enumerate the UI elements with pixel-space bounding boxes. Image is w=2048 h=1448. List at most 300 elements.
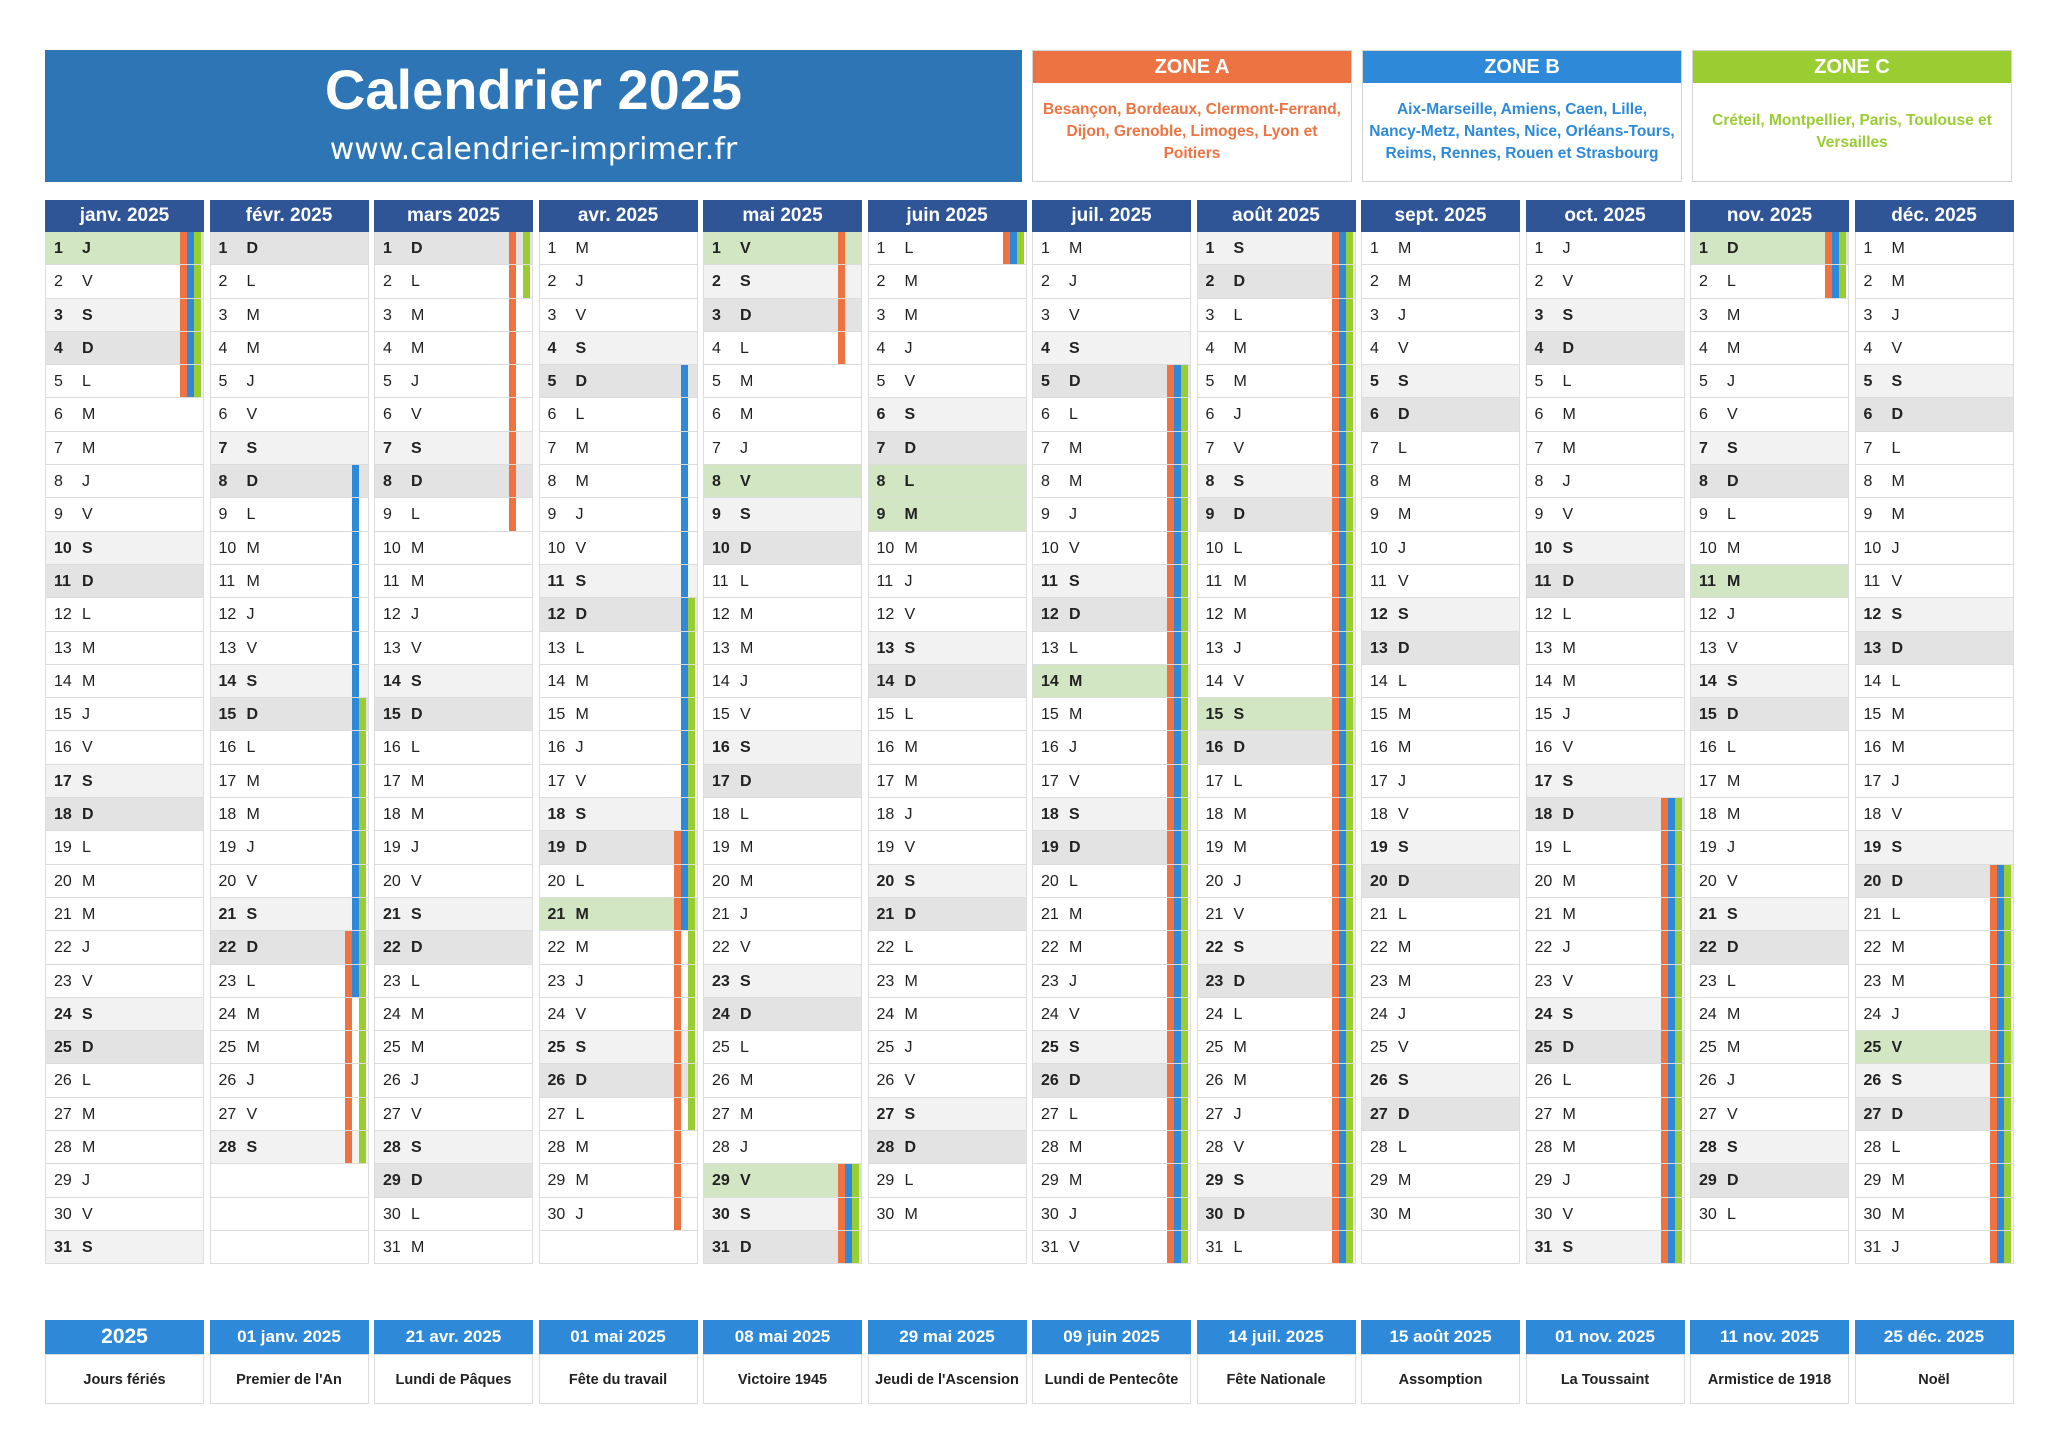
day-row <box>1855 565 2014 598</box>
day-row <box>1032 432 1191 465</box>
vacation-bar-zone-c <box>359 498 366 530</box>
vacation-bar-zone-a <box>1661 898 1668 930</box>
day-number: 2 <box>712 273 721 291</box>
vacation-bars <box>1167 1198 1188 1230</box>
vacation-bar-zone-c <box>359 698 366 730</box>
vacation-bar-zone-b <box>1174 565 1181 597</box>
day-number: 15 <box>1370 706 1388 724</box>
day-row <box>1197 765 1356 798</box>
day-row <box>703 398 862 431</box>
day-number: 5 <box>1863 373 1873 391</box>
vacation-bars <box>1167 565 1188 597</box>
day-number: 7 <box>54 439 63 457</box>
day-number: 6 <box>876 406 886 424</box>
vacation-bar-zone-b <box>1339 865 1346 897</box>
weekday-letter: S <box>1233 240 1245 257</box>
weekday-letter: D <box>1727 706 1739 724</box>
day-number: 4 <box>54 339 63 357</box>
vacation-bar-zone-c <box>359 965 366 997</box>
weekday-letter: M <box>1233 339 1247 357</box>
weekday-letter: D <box>1233 1205 1246 1223</box>
weekday-letter: D <box>904 672 917 690</box>
vacation-bar-zone-c <box>688 1198 695 1230</box>
vacation-bar-zone-a <box>1825 232 1832 264</box>
day-row <box>374 1164 533 1197</box>
weekday-letter: J <box>1562 240 1571 257</box>
vacation-bar-zone-b <box>516 232 523 264</box>
vacation-bar-zone-a <box>1167 898 1174 930</box>
weekday-letter: M <box>1727 572 1741 590</box>
vacation-bar-zone-a <box>1661 1064 1668 1096</box>
vacation-bars <box>509 398 530 430</box>
vacation-bar-zone-a <box>838 1231 845 1263</box>
day-number: 25 <box>1370 1039 1388 1057</box>
vacation-bar-zone-c <box>359 665 366 697</box>
weekday-letter: D <box>1562 572 1575 590</box>
day-number: 26 <box>1699 1072 1717 1090</box>
day-row <box>1197 898 1356 931</box>
day-number: 25 <box>876 1039 895 1057</box>
day-number: 16 <box>876 739 895 757</box>
vacation-bars <box>1167 665 1188 697</box>
vacation-bar-zone-a <box>345 898 352 930</box>
vacation-bar-zone-b <box>1174 865 1181 897</box>
weekday-letter: M <box>1069 706 1083 724</box>
vacation-bar-zone-c <box>359 898 366 930</box>
vacation-bar-zone-a <box>1332 665 1339 697</box>
weekday-letter: M <box>411 1039 425 1057</box>
weekday-letter: M <box>1233 373 1247 391</box>
day-number: 26 <box>54 1072 72 1090</box>
day-number: 5 <box>1041 373 1050 391</box>
vacation-bar-zone-c <box>359 1098 366 1130</box>
weekday-letter: V <box>411 406 422 424</box>
weekday-letter: M <box>411 1238 425 1256</box>
day-row <box>703 432 862 465</box>
day-row <box>1855 931 2014 964</box>
vacation-bar-zone-b <box>1339 1098 1346 1130</box>
month-column <box>868 200 1027 1264</box>
vacation-bar-zone-a <box>509 465 516 497</box>
day-row <box>539 1131 698 1164</box>
day-number: 13 <box>1205 639 1224 657</box>
weekday-letter: M <box>904 739 918 757</box>
vacation-bar-zone-a <box>1990 1031 1997 1063</box>
vacation-bar-zone-c <box>1346 931 1353 963</box>
day-row <box>703 1231 862 1264</box>
day-number: 27 <box>1370 1105 1388 1123</box>
vacation-bar-zone-c <box>1675 865 1682 897</box>
day-number: 24 <box>1205 1005 1224 1023</box>
day-number: 19 <box>54 839 72 857</box>
day-row <box>1526 232 1685 265</box>
weekday-letter: M <box>1891 240 1905 257</box>
day-row <box>868 731 1027 764</box>
day-number: 28 <box>1205 1139 1224 1157</box>
weekday-letter: L <box>411 1205 420 1223</box>
weekday-letter: M <box>1069 439 1083 457</box>
vacation-bar-zone-a <box>674 565 681 597</box>
vacation-bar-zone-b <box>352 698 359 730</box>
vacation-bar-zone-b <box>187 265 194 297</box>
day-row <box>539 432 698 465</box>
vacation-bars <box>1332 632 1353 664</box>
day-number: 31 <box>1041 1238 1059 1256</box>
weekday-letter: D <box>1069 1072 1081 1090</box>
vacation-bar-zone-c <box>194 265 201 297</box>
vacation-bar-zone-c <box>1675 998 1682 1030</box>
day-row <box>539 731 698 764</box>
weekday-letter: L <box>1891 672 1901 690</box>
vacation-bar-zone-c <box>523 498 530 530</box>
day-number: 6 <box>1370 406 1379 424</box>
vacation-bars <box>1990 1231 2011 1263</box>
weekday-letter: V <box>575 539 587 557</box>
weekday-letter: L <box>1398 905 1407 923</box>
day-number: 2 <box>218 273 228 291</box>
day-number: 27 <box>1041 1105 1059 1123</box>
weekday-letter: J <box>1891 772 1900 790</box>
vacation-bars <box>1167 731 1188 763</box>
vacation-bar-zone-b <box>516 432 523 464</box>
day-number: 11 <box>712 572 729 590</box>
weekday-letter: M <box>740 839 754 857</box>
day-row <box>1032 1064 1191 1097</box>
vacation-bar-zone-b <box>681 1164 688 1196</box>
vacation-bar-zone-b <box>681 365 688 397</box>
vacation-bar-zone-c <box>1181 532 1188 564</box>
day-row <box>1690 798 1849 831</box>
weekday-letter: D <box>411 939 423 957</box>
vacation-bar-zone-b <box>1339 232 1346 264</box>
day-row <box>1197 1131 1356 1164</box>
day-number: 23 <box>1370 972 1388 990</box>
site-url[interactable]: www.calendrier-imprimer.fr <box>329 132 738 167</box>
vacation-bar-zone-a <box>345 731 352 763</box>
day-number: 17 <box>1370 772 1388 790</box>
day-row <box>1855 232 2014 265</box>
day-number: 10 <box>218 539 237 557</box>
month-column <box>539 200 698 1264</box>
vacation-bars <box>1167 1098 1188 1130</box>
day-row <box>1361 398 1520 431</box>
day-number: 5 <box>54 373 63 391</box>
day-row <box>1032 598 1191 631</box>
day-number: 9 <box>218 506 228 524</box>
weekday-letter: M <box>575 1172 589 1190</box>
weekday-letter: V <box>246 406 258 424</box>
day-number: 24 <box>54 1005 72 1023</box>
weekday-letter: L <box>1398 439 1407 457</box>
vacation-bar-zone-b <box>1668 1064 1675 1096</box>
vacation-bars <box>1167 698 1188 730</box>
vacation-bar-zone-c <box>1346 532 1353 564</box>
vacation-bars <box>674 865 695 897</box>
day-number: 15 <box>1041 706 1059 724</box>
vacation-bars <box>1167 598 1188 630</box>
day-row <box>1526 1098 1685 1131</box>
day-number: 16 <box>1863 739 1882 757</box>
day-number: 26 <box>1863 1072 1882 1090</box>
vacation-bar-zone-a <box>1167 998 1174 1030</box>
weekday-letter: L <box>904 473 915 491</box>
vacation-bar-zone-b <box>845 1231 852 1263</box>
day-row <box>868 898 1027 931</box>
day-number: 2 <box>876 273 886 291</box>
weekday-letter: L <box>246 739 256 757</box>
day-number: 19 <box>1699 839 1717 857</box>
vacation-bar-zone-b <box>681 465 688 497</box>
vacation-bars <box>345 865 366 897</box>
weekday-letter: J <box>1069 972 1077 990</box>
day-row <box>374 865 533 898</box>
month-column <box>1855 200 2014 1264</box>
day-number: 12 <box>547 606 566 624</box>
day-number: 5 <box>712 373 721 391</box>
month-header: juil. 2025 <box>1032 200 1191 232</box>
day-number: 9 <box>876 506 886 524</box>
day-number: 18 <box>1699 806 1717 824</box>
weekday-letter: L <box>246 506 256 524</box>
day-row <box>868 998 1027 1031</box>
vacation-bar-zone-c <box>1346 398 1353 430</box>
day-row <box>45 1064 204 1097</box>
month-column <box>1690 200 1849 1264</box>
day-row <box>1032 398 1191 431</box>
day-number: 7 <box>218 439 228 457</box>
vacation-bar-zone-c <box>1181 731 1188 763</box>
vacation-bars <box>674 632 695 664</box>
holiday-date: 21 avr. 2025 <box>374 1320 533 1354</box>
day-row <box>1526 498 1685 531</box>
vacation-bar-zone-c <box>1181 632 1188 664</box>
day-row <box>1690 632 1849 665</box>
vacation-bars <box>674 1198 695 1230</box>
day-number: 19 <box>1205 839 1224 857</box>
weekday-letter: V <box>904 839 916 857</box>
vacation-bar-zone-c <box>1675 965 1682 997</box>
weekday-letter: M <box>740 406 754 424</box>
vacation-bar-zone-a <box>1332 898 1339 930</box>
day-row <box>374 898 533 931</box>
vacation-bar-zone-b <box>1339 498 1346 530</box>
weekday-letter: M <box>575 473 589 491</box>
vacation-bar-zone-c <box>1346 1031 1353 1063</box>
day-row <box>45 498 204 531</box>
month-header: oct. 2025 <box>1526 200 1685 232</box>
day-number: 1 <box>218 240 228 257</box>
weekday-letter: M <box>1891 739 1905 757</box>
weekday-letter: V <box>740 1172 751 1190</box>
day-row <box>1855 1231 2014 1264</box>
vacation-bar-zone-b <box>1997 931 2004 963</box>
day-row <box>374 665 533 698</box>
day-number: 9 <box>1205 506 1215 524</box>
vacation-bar-zone-a <box>1167 498 1174 530</box>
vacation-bar-zone-b <box>352 565 359 597</box>
weekday-letter: M <box>575 939 589 957</box>
day-row <box>868 598 1027 631</box>
vacation-bar-zone-c <box>1346 265 1353 297</box>
holiday-name: Fête Nationale <box>1197 1354 1356 1404</box>
vacation-bars <box>345 965 366 997</box>
vacation-bar-zone-b <box>681 765 688 797</box>
day-row <box>1197 965 1356 998</box>
vacation-bar-zone-c <box>2004 998 2011 1030</box>
vacation-bar-zone-a <box>674 1064 681 1096</box>
day-row <box>1197 265 1356 298</box>
vacation-bar-zone-c <box>2004 1164 2011 1196</box>
day-row <box>1361 265 1520 298</box>
day-number: 6 <box>1205 406 1215 424</box>
day-number: 21 <box>712 905 730 923</box>
vacation-bars <box>180 265 201 297</box>
day-number: 26 <box>876 1072 895 1090</box>
weekday-letter: S <box>1891 606 1903 624</box>
vacation-bar-zone-a <box>1167 565 1174 597</box>
vacation-bars <box>674 565 695 597</box>
vacation-bar-zone-b <box>1997 1131 2004 1163</box>
day-number: 26 <box>1370 1072 1388 1090</box>
day-number: 13 <box>1699 639 1717 657</box>
weekday-letter: D <box>575 606 588 624</box>
day-row <box>868 299 1027 332</box>
day-number: 8 <box>1699 473 1708 491</box>
day-row <box>703 731 862 764</box>
weekday-letter: S <box>575 572 587 590</box>
day-number: 31 <box>1863 1238 1882 1256</box>
weekday-letter: L <box>1233 1238 1243 1256</box>
day-row <box>1361 1031 1520 1064</box>
day-row <box>45 665 204 698</box>
month-column <box>1361 200 1520 1264</box>
day-row <box>703 232 862 265</box>
holidays-caption: Jours fériés <box>45 1354 204 1404</box>
day-row <box>1690 1031 1849 1064</box>
day-number: 15 <box>1863 706 1882 724</box>
weekday-letter: D <box>1398 406 1410 424</box>
day-row <box>1690 299 1849 332</box>
weekday-letter: L <box>246 273 256 291</box>
vacation-bar-zone-b <box>1174 365 1181 397</box>
day-number: 17 <box>1699 772 1717 790</box>
vacation-bar-zone-c <box>2004 1231 2011 1263</box>
weekday-letter: M <box>1727 806 1741 824</box>
vacation-bar-zone-b <box>1668 998 1675 1030</box>
day-row <box>1032 299 1191 332</box>
weekday-letter: V <box>246 1105 258 1123</box>
weekday-letter: M <box>904 539 918 557</box>
vacation-bars <box>1990 965 2011 997</box>
day-row <box>374 398 533 431</box>
weekday-letter: M <box>1233 606 1247 624</box>
day-number: 11 <box>54 572 71 590</box>
month-header: sept. 2025 <box>1361 200 1520 232</box>
weekday-letter: J <box>411 839 419 857</box>
day-row <box>1855 1198 2014 1231</box>
weekday-letter: S <box>411 905 422 923</box>
vacation-bar-zone-a <box>1167 698 1174 730</box>
day-number: 20 <box>54 872 72 890</box>
day-number: 16 <box>547 739 566 757</box>
day-number: 9 <box>712 506 721 524</box>
weekday-letter: D <box>1562 806 1575 824</box>
vacation-bar-zone-b <box>352 665 359 697</box>
weekday-letter: J <box>1069 506 1077 524</box>
vacation-bars <box>1167 965 1188 997</box>
weekday-letter: M <box>1398 739 1412 757</box>
day-row <box>868 1198 1027 1231</box>
vacation-bars <box>345 465 366 497</box>
weekday-letter: M <box>1398 972 1412 990</box>
vacation-bars <box>1990 1064 2011 1096</box>
day-number: 6 <box>1534 406 1544 424</box>
vacation-bar-zone-c <box>1346 565 1353 597</box>
vacation-bar-zone-c <box>359 1131 366 1163</box>
weekday-letter: L <box>1398 672 1407 690</box>
day-number: 4 <box>1534 339 1544 357</box>
month-column <box>703 200 862 1264</box>
day-number: 7 <box>1534 439 1544 457</box>
vacation-bar-zone-b <box>187 365 194 397</box>
vacation-bar-zone-b <box>1339 931 1346 963</box>
weekday-letter: L <box>740 1039 749 1057</box>
weekday-letter: M <box>1727 772 1741 790</box>
day-number: 14 <box>54 672 72 690</box>
vacation-bar-zone-b <box>1997 1198 2004 1230</box>
day-row <box>1526 432 1685 465</box>
vacation-bar-zone-c <box>359 1064 366 1096</box>
vacation-bar-zone-c <box>2004 931 2011 963</box>
vacation-bar-zone-a <box>674 865 681 897</box>
weekday-letter: D <box>1398 1105 1410 1123</box>
day-row <box>868 232 1027 265</box>
vacation-bar-zone-b <box>681 798 688 830</box>
weekday-letter: M <box>246 572 260 590</box>
day-row <box>868 765 1027 798</box>
vacation-bar-zone-a <box>1167 1031 1174 1063</box>
day-number: 13 <box>712 639 730 657</box>
weekday-letter: V <box>411 1105 422 1123</box>
weekday-letter: M <box>1233 1072 1247 1090</box>
day-row <box>703 798 862 831</box>
day-row <box>45 565 204 598</box>
weekday-letter: M <box>1562 672 1576 690</box>
day-row <box>539 831 698 864</box>
weekday-letter: M <box>1398 273 1412 291</box>
day-row <box>1855 1164 2014 1197</box>
day-row <box>868 565 1027 598</box>
vacation-bar-zone-a <box>1167 831 1174 863</box>
day-row <box>1361 665 1520 698</box>
empty-row <box>539 1231 698 1264</box>
weekday-letter: M <box>82 672 96 690</box>
day-row <box>1361 998 1520 1031</box>
vacation-bar-zone-b <box>352 931 359 963</box>
vacation-bar-zone-c <box>2004 965 2011 997</box>
weekday-letter: S <box>1562 1005 1574 1023</box>
vacation-bar-zone-a <box>509 432 516 464</box>
day-number: 15 <box>876 706 895 724</box>
day-number: 15 <box>1205 706 1224 724</box>
vacation-bar-zone-b <box>352 632 359 664</box>
day-number: 24 <box>383 1005 401 1023</box>
day-number: 1 <box>1534 240 1544 257</box>
day-row <box>1690 998 1849 1031</box>
day-row <box>868 1164 1027 1197</box>
day-row <box>45 598 204 631</box>
day-number: 10 <box>1205 539 1224 557</box>
